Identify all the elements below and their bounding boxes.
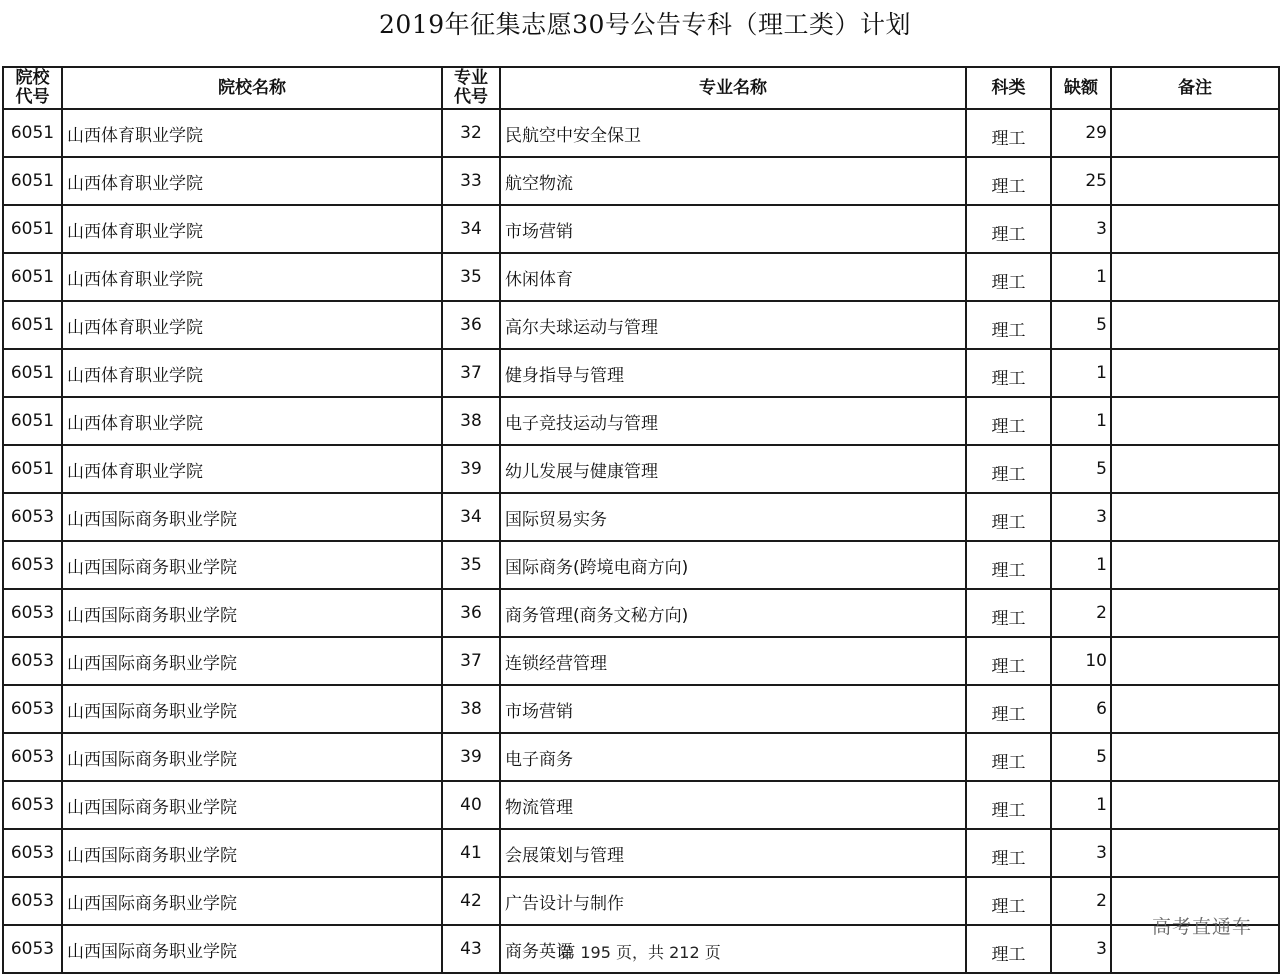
cell-major-code: 32 bbox=[442, 109, 500, 157]
cell-school-code: 6053 bbox=[3, 781, 62, 829]
cell-note bbox=[1111, 253, 1279, 301]
cell-school-code: 6053 bbox=[3, 637, 62, 685]
cell-note bbox=[1111, 637, 1279, 685]
cell-school-name: 山西国际商务职业学院 bbox=[62, 877, 442, 925]
cell-note bbox=[1111, 781, 1279, 829]
cell-category: 理工 bbox=[966, 109, 1051, 157]
table-row bbox=[3, 349, 1279, 397]
cell-school-name: 山西体育职业学院 bbox=[62, 445, 442, 493]
table-row bbox=[3, 589, 1279, 637]
cell-note bbox=[1111, 301, 1279, 349]
table-body bbox=[3, 109, 1279, 973]
cell-vacancy: 1 bbox=[1051, 397, 1111, 445]
cell-category: 理工 bbox=[966, 301, 1051, 349]
cell-major-name: 幼儿发展与健康管理 bbox=[500, 445, 966, 493]
cell-note bbox=[1111, 829, 1279, 877]
table-row bbox=[3, 397, 1279, 445]
cell-major-name: 健身指导与管理 bbox=[500, 349, 966, 397]
table-row bbox=[3, 493, 1279, 541]
cell-major-name: 电子竞技运动与管理 bbox=[500, 397, 966, 445]
page-title: 2019年征集志愿30号公告专科（理工类）计划 bbox=[379, 10, 911, 39]
cell-school-code: 6051 bbox=[3, 205, 62, 253]
cell-major-name: 会展策划与管理 bbox=[500, 829, 966, 877]
watermark-text: 高考直通车 bbox=[1151, 916, 1252, 938]
table-row bbox=[3, 877, 1279, 925]
cell-category: 理工 bbox=[966, 925, 1051, 973]
table-row bbox=[3, 733, 1279, 781]
cell-vacancy: 3 bbox=[1051, 493, 1111, 541]
cell-major-code: 37 bbox=[442, 349, 500, 397]
cell-school-code: 6053 bbox=[3, 877, 62, 925]
cell-major-name: 市场营销 bbox=[500, 205, 966, 253]
cell-school-code: 6051 bbox=[3, 397, 62, 445]
cell-category: 理工 bbox=[966, 493, 1051, 541]
cell-school-name: 山西国际商务职业学院 bbox=[62, 781, 442, 829]
cell-major-code: 39 bbox=[442, 445, 500, 493]
cell-major-name: 高尔夫球运动与管理 bbox=[500, 301, 966, 349]
header-line: 代号 bbox=[15, 87, 50, 107]
cell-vacancy: 1 bbox=[1051, 781, 1111, 829]
header-line: 专业 bbox=[454, 68, 488, 88]
cell-vacancy: 10 bbox=[1051, 637, 1111, 685]
header-major-name: 专业名称 bbox=[500, 67, 966, 109]
cell-school-code: 6051 bbox=[3, 301, 62, 349]
cell-school-name: 山西国际商务职业学院 bbox=[62, 685, 442, 733]
cell-school-code: 6053 bbox=[3, 589, 62, 637]
table-row bbox=[3, 253, 1279, 301]
cell-major-code: 33 bbox=[442, 157, 500, 205]
cell-school-code: 6053 bbox=[3, 685, 62, 733]
cell-school-name: 山西国际商务职业学院 bbox=[62, 637, 442, 685]
table-row bbox=[3, 685, 1279, 733]
page-footer: 第 195 页，共 212 页 bbox=[559, 943, 721, 962]
table-row bbox=[3, 157, 1279, 205]
cell-school-code: 6051 bbox=[3, 253, 62, 301]
cell-school-name: 山西国际商务职业学院 bbox=[62, 541, 442, 589]
cell-vacancy: 5 bbox=[1051, 733, 1111, 781]
cell-major-name: 市场营销 bbox=[500, 685, 966, 733]
table-row bbox=[3, 445, 1279, 493]
cell-major-code: 36 bbox=[442, 589, 500, 637]
header-line: 代号 bbox=[454, 87, 488, 107]
cell-category: 理工 bbox=[966, 733, 1051, 781]
cell-school-code: 6053 bbox=[3, 925, 62, 973]
cell-school-name: 山西体育职业学院 bbox=[62, 157, 442, 205]
table-row bbox=[3, 205, 1279, 253]
cell-vacancy: 6 bbox=[1051, 685, 1111, 733]
cell-school-name: 山西国际商务职业学院 bbox=[62, 493, 442, 541]
cell-category: 理工 bbox=[966, 349, 1051, 397]
cell-note bbox=[1111, 733, 1279, 781]
cell-school-code: 6051 bbox=[3, 349, 62, 397]
cell-category: 理工 bbox=[966, 877, 1051, 925]
table-row bbox=[3, 301, 1279, 349]
cell-category: 理工 bbox=[966, 445, 1051, 493]
cell-note bbox=[1111, 445, 1279, 493]
cell-vacancy: 5 bbox=[1051, 445, 1111, 493]
cell-school-code: 6053 bbox=[3, 541, 62, 589]
table-row bbox=[3, 109, 1279, 157]
cell-school-name: 山西体育职业学院 bbox=[62, 397, 442, 445]
cell-school-name: 山西国际商务职业学院 bbox=[62, 829, 442, 877]
cell-vacancy: 5 bbox=[1051, 301, 1111, 349]
cell-major-code: 35 bbox=[442, 541, 500, 589]
cell-major-name: 国际贸易实务 bbox=[500, 493, 966, 541]
cell-major-name: 广告设计与制作 bbox=[500, 877, 966, 925]
cell-school-name: 山西国际商务职业学院 bbox=[62, 589, 442, 637]
cell-category: 理工 bbox=[966, 205, 1051, 253]
cell-school-code: 6051 bbox=[3, 445, 62, 493]
table-row bbox=[3, 781, 1279, 829]
cell-school-code: 6053 bbox=[3, 829, 62, 877]
cell-vacancy: 2 bbox=[1051, 589, 1111, 637]
cell-note bbox=[1111, 493, 1279, 541]
cell-school-name: 山西体育职业学院 bbox=[62, 301, 442, 349]
cell-major-name: 物流管理 bbox=[500, 781, 966, 829]
cell-vacancy: 1 bbox=[1051, 541, 1111, 589]
cell-vacancy: 29 bbox=[1051, 109, 1111, 157]
cell-note bbox=[1111, 157, 1279, 205]
cell-vacancy: 3 bbox=[1051, 829, 1111, 877]
cell-school-name: 山西国际商务职业学院 bbox=[62, 733, 442, 781]
cell-category: 理工 bbox=[966, 685, 1051, 733]
cell-vacancy: 3 bbox=[1051, 205, 1111, 253]
cell-category: 理工 bbox=[966, 637, 1051, 685]
header-line: 院校 bbox=[15, 68, 50, 88]
cell-major-code: 35 bbox=[442, 253, 500, 301]
cell-category: 理工 bbox=[966, 781, 1051, 829]
cell-vacancy: 1 bbox=[1051, 349, 1111, 397]
cell-major-code: 34 bbox=[442, 205, 500, 253]
cell-school-code: 6051 bbox=[3, 109, 62, 157]
cell-major-code: 36 bbox=[442, 301, 500, 349]
cell-school-code: 6053 bbox=[3, 733, 62, 781]
cell-note bbox=[1111, 685, 1279, 733]
cell-major-name: 民航空中安全保卫 bbox=[500, 109, 966, 157]
cell-school-code: 6053 bbox=[3, 493, 62, 541]
cell-major-name: 休闲体育 bbox=[500, 253, 966, 301]
cell-major-code: 41 bbox=[442, 829, 500, 877]
cell-note bbox=[1111, 109, 1279, 157]
cell-major-code: 38 bbox=[442, 685, 500, 733]
cell-vacancy: 1 bbox=[1051, 253, 1111, 301]
cell-school-code: 6051 bbox=[3, 157, 62, 205]
cell-school-name: 山西体育职业学院 bbox=[62, 205, 442, 253]
cell-school-name: 山西体育职业学院 bbox=[62, 349, 442, 397]
cell-major-code: 38 bbox=[442, 397, 500, 445]
cell-note bbox=[1111, 541, 1279, 589]
cell-school-name: 山西国际商务职业学院 bbox=[62, 925, 442, 973]
table-row bbox=[3, 637, 1279, 685]
cell-major-code: 42 bbox=[442, 877, 500, 925]
cell-major-code: 37 bbox=[442, 637, 500, 685]
cell-major-name: 商务英语 bbox=[500, 925, 966, 973]
cell-major-name: 连锁经营管理 bbox=[500, 637, 966, 685]
cell-note bbox=[1111, 349, 1279, 397]
header-major-code bbox=[442, 67, 500, 109]
header-vacancy: 缺额 bbox=[1051, 67, 1111, 109]
cell-major-name: 航空物流 bbox=[500, 157, 966, 205]
header-row bbox=[3, 67, 1279, 109]
cell-category: 理工 bbox=[966, 829, 1051, 877]
table-header bbox=[3, 67, 1279, 109]
cell-major-name: 商务管理(商务文秘方向) bbox=[500, 589, 966, 637]
cell-category: 理工 bbox=[966, 253, 1051, 301]
cell-note bbox=[1111, 397, 1279, 445]
cell-vacancy: 25 bbox=[1051, 157, 1111, 205]
cell-category: 理工 bbox=[966, 589, 1051, 637]
cell-vacancy: 3 bbox=[1051, 925, 1111, 973]
cell-school-name: 山西体育职业学院 bbox=[62, 109, 442, 157]
cell-school-name: 山西体育职业学院 bbox=[62, 253, 442, 301]
table-row bbox=[3, 541, 1279, 589]
cell-major-name: 国际商务(跨境电商方向) bbox=[500, 541, 966, 589]
cell-category: 理工 bbox=[966, 541, 1051, 589]
cell-major-code: 40 bbox=[442, 781, 500, 829]
cell-vacancy: 2 bbox=[1051, 877, 1111, 925]
cell-major-code: 39 bbox=[442, 733, 500, 781]
header-note: 备注 bbox=[1111, 67, 1279, 109]
cell-major-name: 电子商务 bbox=[500, 733, 966, 781]
cell-major-code: 34 bbox=[442, 493, 500, 541]
cell-note bbox=[1111, 589, 1279, 637]
table-row bbox=[3, 829, 1279, 877]
cell-category: 理工 bbox=[966, 397, 1051, 445]
header-school-code bbox=[3, 67, 62, 109]
cell-major-code: 43 bbox=[442, 925, 500, 973]
cell-note bbox=[1111, 205, 1279, 253]
header-school-name: 院校名称 bbox=[62, 67, 442, 109]
cell-category: 理工 bbox=[966, 157, 1051, 205]
header-category: 科类 bbox=[966, 67, 1051, 109]
admission-plan-table bbox=[2, 66, 1280, 974]
